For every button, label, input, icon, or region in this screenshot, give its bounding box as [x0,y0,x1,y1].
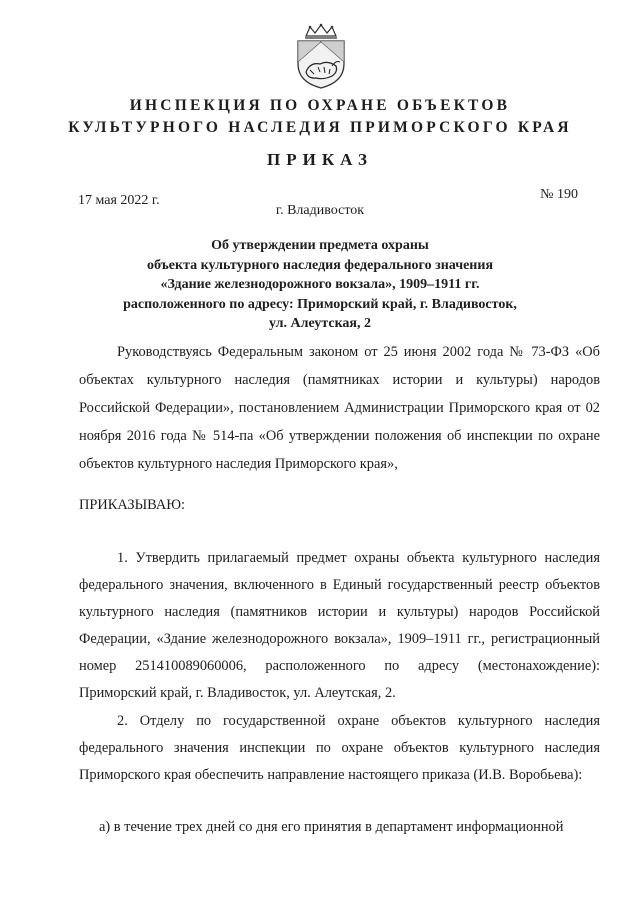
order-item-2a: а) в течение трех дней со дня его принятия в департамент информационной [99,819,564,835]
title-line: «Здание железнодорожного вокзала», 1909–1911 гг. [160,277,480,292]
document-date: 17 мая 2022 г. [78,193,160,208]
document-title [60,236,580,334]
title-line: расположенного по адресу: Приморский край, г. Владивосток, [123,296,517,312]
order-item-1: 1. Утвердить прилагаемый предмет охраны объекта культурного наследия федерального значения, включенного в Единый государственный реестр объектов культурного наследия (памятников истории и культуры) народов Российской Федерации, «Здание железнодорожного вокзала», 1909–1911 гг., регистрационный номер 251410089060006, расположенного по адресу (местонахождение): Приморский край, г. Владивосток, ул. Алеутская, 2. [79,550,600,701]
coat-of-arms-icon [292,22,350,90]
title-line: Об утверждении предмета охраны [211,238,429,253]
document-type: ПРИКАЗ [267,150,373,169]
document-number: № 190 [540,187,578,202]
preamble-paragraph: Руководствуясь Федеральным законом от 25 июня 2002 года № 73-ФЗ «Об объектах культурного наследия (памятниках истории и культуры) народов Российской Федерации», постановлением Администрации Приморского края от 02 ноября 2016 года № 514-па «Об утверждении положения об инспекции по охране объектов культурного наследия Приморского края», [79,344,600,472]
order-word: ПРИКАЗЫВАЮ: [79,497,186,513]
title-line: ул. Алеутская, 2 [268,316,372,331]
document-city: г. Владивосток [275,203,365,218]
organization-name-line2: КУЛЬТУРНОГО НАСЛЕДИЯ ПРИМОРСКОГО КРАЯ [68,119,572,136]
order-item-2: 2. Отделу по государственной охране объектов культурного наследия федерального значения инспекции по охране объектов культурного наследия Приморского края обеспечить направление настоящего приказа (И.В. Воробьева): [79,713,600,783]
title-line: объекта культурного наследия федерального значения [146,257,494,273]
organization-name-line1: ИНСПЕКЦИЯ ПО ОХРАНЕ ОБЪЕКТОВ [129,97,511,114]
